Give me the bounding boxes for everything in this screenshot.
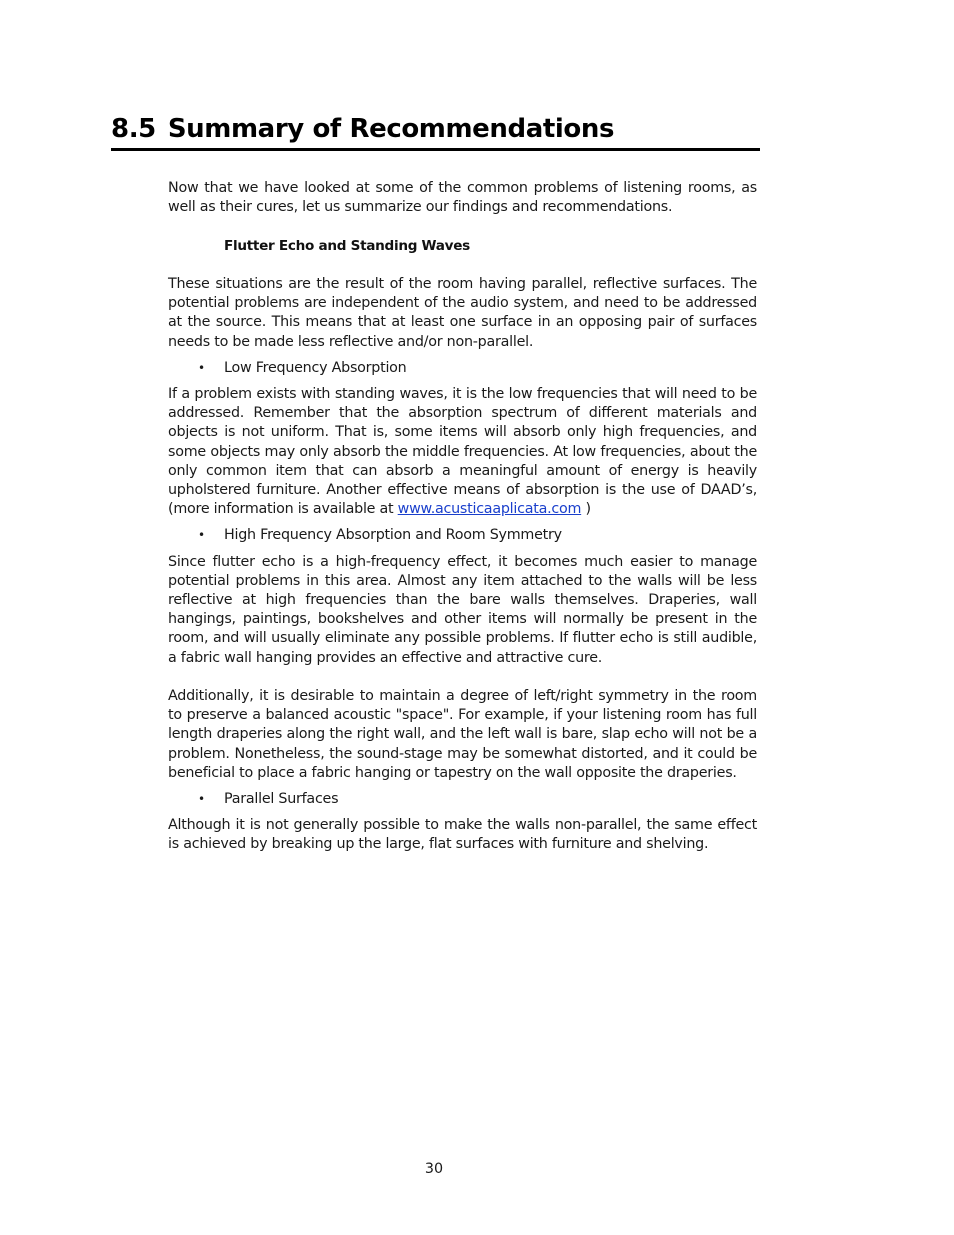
bullet-parallel-surfaces [168,790,757,809]
page-number: 30 [424,1161,444,1177]
subheading: Flutter Echo and Standing Waves [224,237,470,254]
parallel-surfaces-paragraph: Although it is not generally possible to make the walls non-parallel, the same effect is achieved by breaking up the large, flat surfaces with furniture and shelving. [168,817,757,853]
bullet-dot: • [198,360,205,375]
website-link[interactable]: www.acusticaaplicata.com [397,501,582,518]
high-frequency-paragraph: Since flutter echo is a high-frequency effect, it becomes much easier to manage potential problems in this area. Almost any item attached to the walls will be less reflective at high frequencies than the bare walls themselves. Draperies, wall hangings, paintings, bookshelves and other items will normally be present in the room, and will usually eliminate any possible problems. If flutter echo is still audible, a fabric wall hanging provides an effective and attractive cure. [168,553,757,666]
section-heading [111,111,760,151]
bullet-low-frequency [168,359,757,378]
bullet-dot: • [198,792,205,807]
bullet-label: High Frequency Absorption and Room Symmetry [224,527,562,544]
bullet-label: Parallel Surfaces [224,791,339,808]
bullet-label: Low Frequency Absorption [224,359,407,376]
section-number: 8.5 [111,114,156,144]
section-title: Summary of Recommendations [167,114,615,144]
intro-paragraph: Now that we have looked at some of the common problems of listening rooms, as well as their cures, let us summarize our findings and recommendations. [168,180,757,216]
link-closing: ) [581,501,591,518]
document-body [168,179,757,855]
low-frequency-paragraph [168,385,757,519]
low-frequency-text: If a problem exists with standing waves, it is the low frequencies that will need to be addressed. Remember that the absorption spectrum of different materials and objects is not uniform. That is, some items will absorb only high frequencies, and some objects may only absorb the middle frequencies. At low frequencies, about the only common item that can absorb a meaningful amount of energy is heavily upholstered furniture. Another effective means of absorption is the use of DAAD’s, (more information is available at [168,386,757,518]
bullet-high-frequency [168,526,757,545]
symmetry-paragraph: Additionally, it is desirable to maintain a degree of left/right symmetry in the room to preserve a balanced acoustic "space". For example, if your listening room has full length draperies along the right wall, and the left wall is bare, slap echo will not be a problem. Nonetheless, the sound-stage may be somewhat distorted, and it could be beneficial to place a fabric hanging or tapestry on the wall opposite the draperies. [168,688,757,781]
situation-paragraph: These situations are the result of the room having parallel, reflective surfaces. The potential problems are independent of the audio system, and need to be addressed at the source. This means that at least one surface in an opposing pair of surfaces needs to be made less reflective and/or non-parallel. [168,275,757,350]
bullet-dot: • [198,528,205,543]
